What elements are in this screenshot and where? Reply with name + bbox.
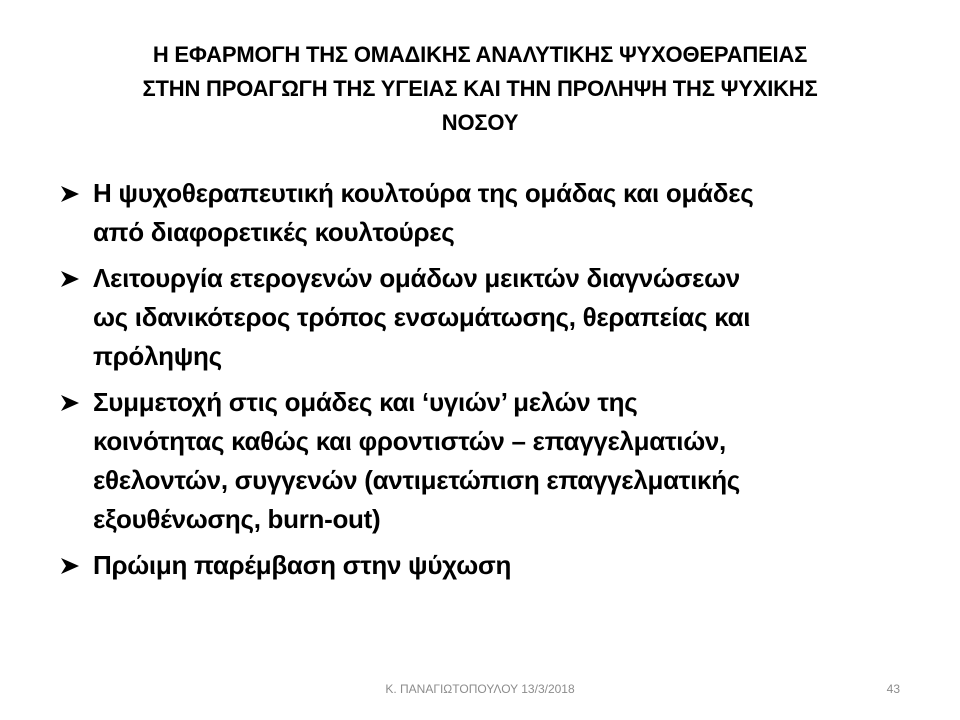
arrow-head-bullet-icon — [60, 269, 80, 289]
bullet-list — [58, 174, 908, 592]
bullet-item — [58, 383, 908, 539]
bullet-text-line: Συμμετοχή στις ομάδες και ‘υγιών’ μελών της — [93, 387, 638, 417]
slide-footer: Κ. ΠΑΝΑΓΙΩΤΟΠΟΥΛΟΥ 13/3/2018 — [385, 682, 575, 696]
bullet-text-line: Πρώιμη παρέμβαση στην ψύχωση — [93, 550, 512, 580]
arrow-head-bullet-icon — [60, 556, 80, 576]
bullet-item — [58, 546, 908, 585]
bullet-text-line: Λειτουργία ετερογενών ομάδων μεικτών διαγνώσεων — [93, 263, 740, 293]
slide-title-line: ΝΟΣΟΥ — [441, 110, 519, 135]
bullet-text-line: πρόληψης — [93, 341, 222, 371]
arrow-head-bullet-icon — [60, 184, 80, 204]
bullet-text-line: από διαφορετικές κουλτούρες — [93, 217, 455, 247]
slide-title-line: ΣΤΗΝ ΠΡΟΑΓΩΓΗ ΤΗΣ ΥΓΕΙΑΣ ΚΑΙ ΤΗΝ ΠΡΟΛΗΨΗ ΤΗΣ ΨΥΧΙΚΗΣ — [142, 76, 818, 101]
bullet-text-line: εθελοντών, συγγενών (αντιμετώπιση επαγγελματικής — [93, 465, 741, 495]
bullet-item — [58, 174, 908, 252]
bullet-text-line: ως ιδανικότερος τρόπος ενσωμάτωσης, θεραπείας και — [93, 302, 751, 332]
slide-title-line: Η ΕΦΑΡΜΟΓΗ ΤΗΣ ΟΜΑΔΙΚΗΣ ΑΝΑΛΥΤΙΚΗΣ ΨΥΧΟΘΕΡΑΠΕΙΑΣ — [152, 42, 808, 67]
bullet-text-line: Η ψυχοθεραπευτική κουλτούρα της ομάδας και ομάδες — [93, 178, 754, 208]
bullet-item — [58, 259, 908, 376]
arrow-head-bullet-icon — [60, 393, 80, 413]
page-number: 43 — [886, 682, 900, 696]
bullet-text-line: εξουθένωσης, burn-out) — [93, 504, 381, 534]
bullet-text-line: κοινότητας καθώς και φροντιστών – επαγγελματιών, — [93, 426, 726, 456]
slide-title — [60, 38, 900, 140]
